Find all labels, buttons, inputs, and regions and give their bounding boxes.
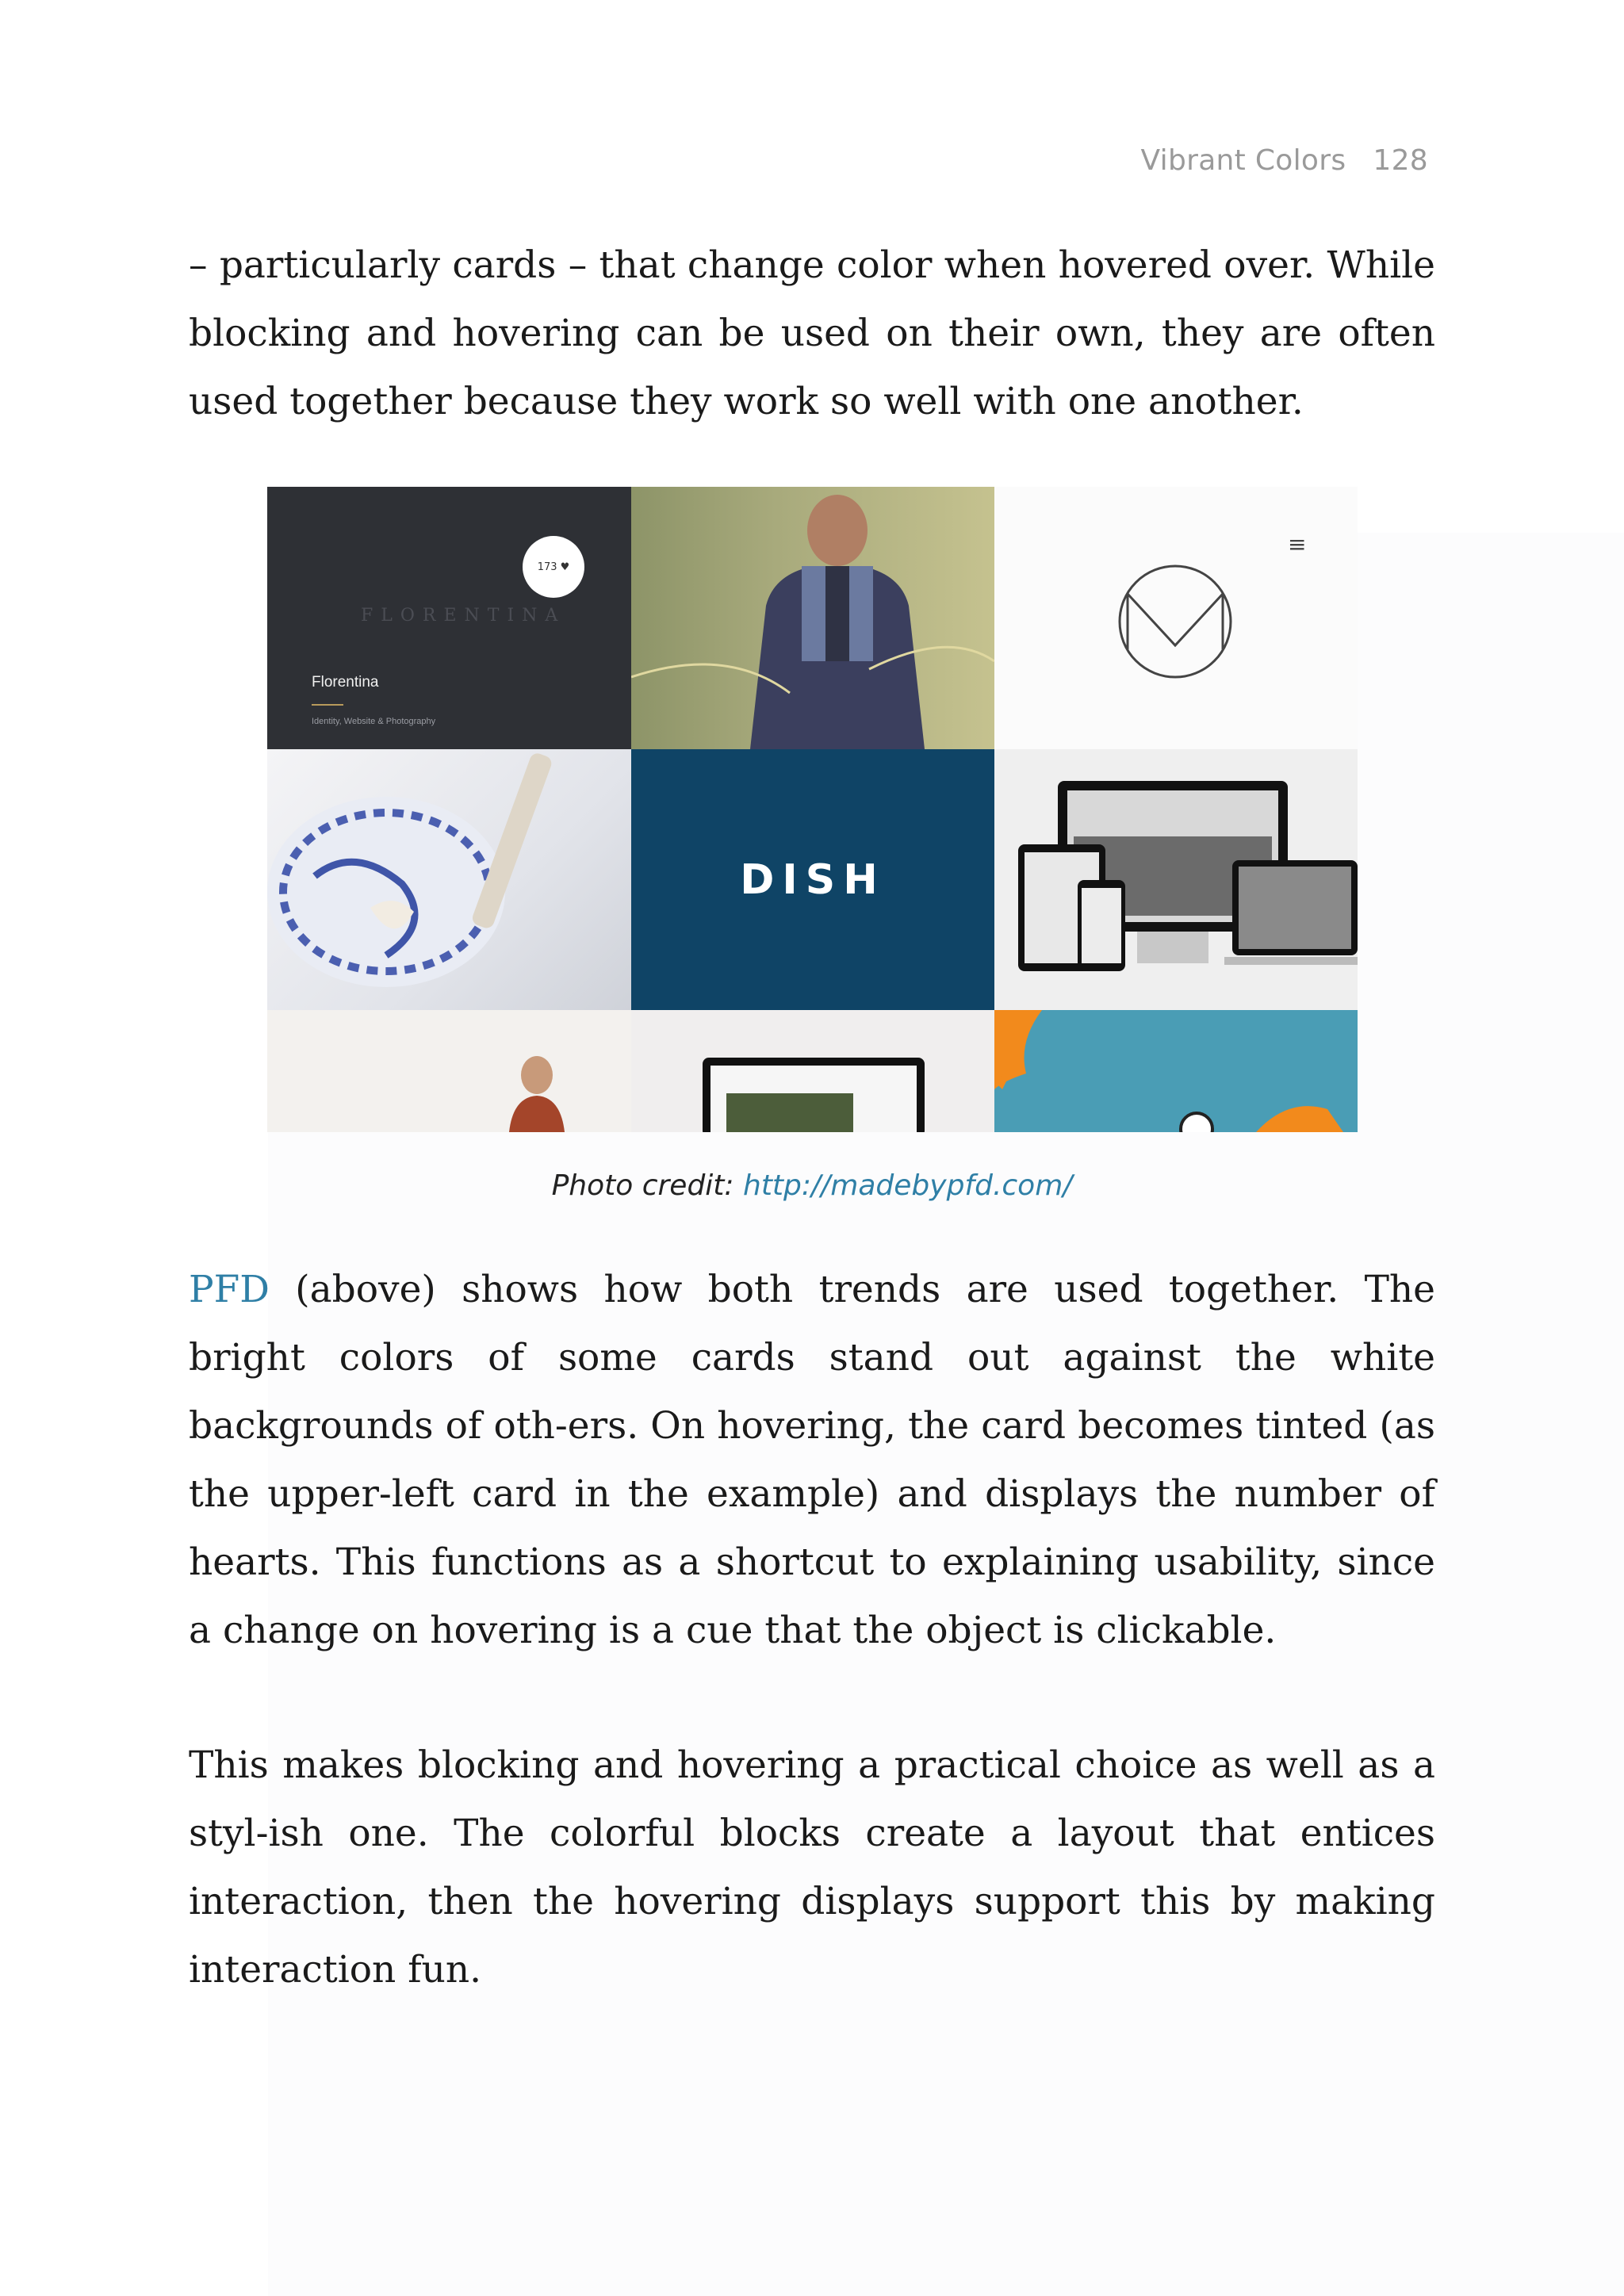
man-in-field-image bbox=[631, 487, 994, 749]
dish-logo: DISH bbox=[740, 855, 886, 904]
devices-image bbox=[994, 749, 1358, 1010]
page-number: 128 bbox=[1373, 144, 1428, 177]
section-title: Vibrant Colors bbox=[1140, 144, 1346, 177]
running-header bbox=[1141, 144, 1429, 177]
china-plate-image bbox=[267, 749, 631, 1010]
body-paragraph-3: This makes blocking and hovering a practical choice as well as a styl-ish one. The colorful blocks create a layout that entices interaction, then the hovering displays support this by making interaction fun. bbox=[189, 1743, 1435, 1992]
caption-label: Photo credit: bbox=[551, 1169, 743, 1202]
card-divider bbox=[312, 704, 343, 706]
card-laptop[interactable] bbox=[631, 1010, 994, 1132]
card-dish[interactable] bbox=[631, 749, 994, 1010]
heart-icon: ♥ bbox=[560, 561, 570, 573]
figure-caption bbox=[0, 1169, 1624, 1202]
heart-count-badge bbox=[523, 536, 584, 598]
menu-icon[interactable]: ≡ bbox=[1288, 531, 1307, 557]
ghost-title: FLORENTINA bbox=[361, 606, 566, 626]
card-florentina[interactable] bbox=[267, 487, 631, 749]
body-paragraph-2 bbox=[189, 1256, 1435, 1665]
laptop-image bbox=[631, 1010, 994, 1132]
body-paragraph-1: – particularly cards – that change color when hovered over. While blocking and hovering can be used on their own, they are often used together because they work so well with one another. bbox=[189, 243, 1435, 423]
portrait-image bbox=[267, 1010, 631, 1132]
heart-count: 173 bbox=[537, 561, 557, 573]
card-man-in-field[interactable] bbox=[631, 487, 994, 749]
card-illustration[interactable] bbox=[994, 1010, 1358, 1132]
card-m-logo[interactable] bbox=[994, 487, 1358, 749]
card-china-plate[interactable] bbox=[267, 749, 631, 1010]
illustration-image bbox=[994, 1010, 1358, 1132]
card-responsive-devices[interactable] bbox=[994, 749, 1358, 1010]
m-logo-image bbox=[994, 487, 1358, 749]
caption-link[interactable]: http://madebypfd.com/ bbox=[743, 1169, 1073, 1202]
card-portrait[interactable] bbox=[267, 1010, 631, 1132]
portfolio-screenshot bbox=[267, 487, 1358, 1132]
paragraph-2-text: (above) shows how both trends are used together. The bright colors of some cards stand out against the white backgrounds of oth-ers. On hovering, the card becomes tinted (as the upper-left card in the example) and displays the number of hearts. This functions as a shortcut to explaining usability, since a change on hovering is a cue that the object is clickable. bbox=[189, 1268, 1435, 1652]
pfd-link[interactable]: PFD bbox=[189, 1268, 270, 1311]
card-subtitle: Identity, Website & Photography bbox=[312, 717, 436, 726]
card-title: Florentina bbox=[312, 674, 379, 691]
